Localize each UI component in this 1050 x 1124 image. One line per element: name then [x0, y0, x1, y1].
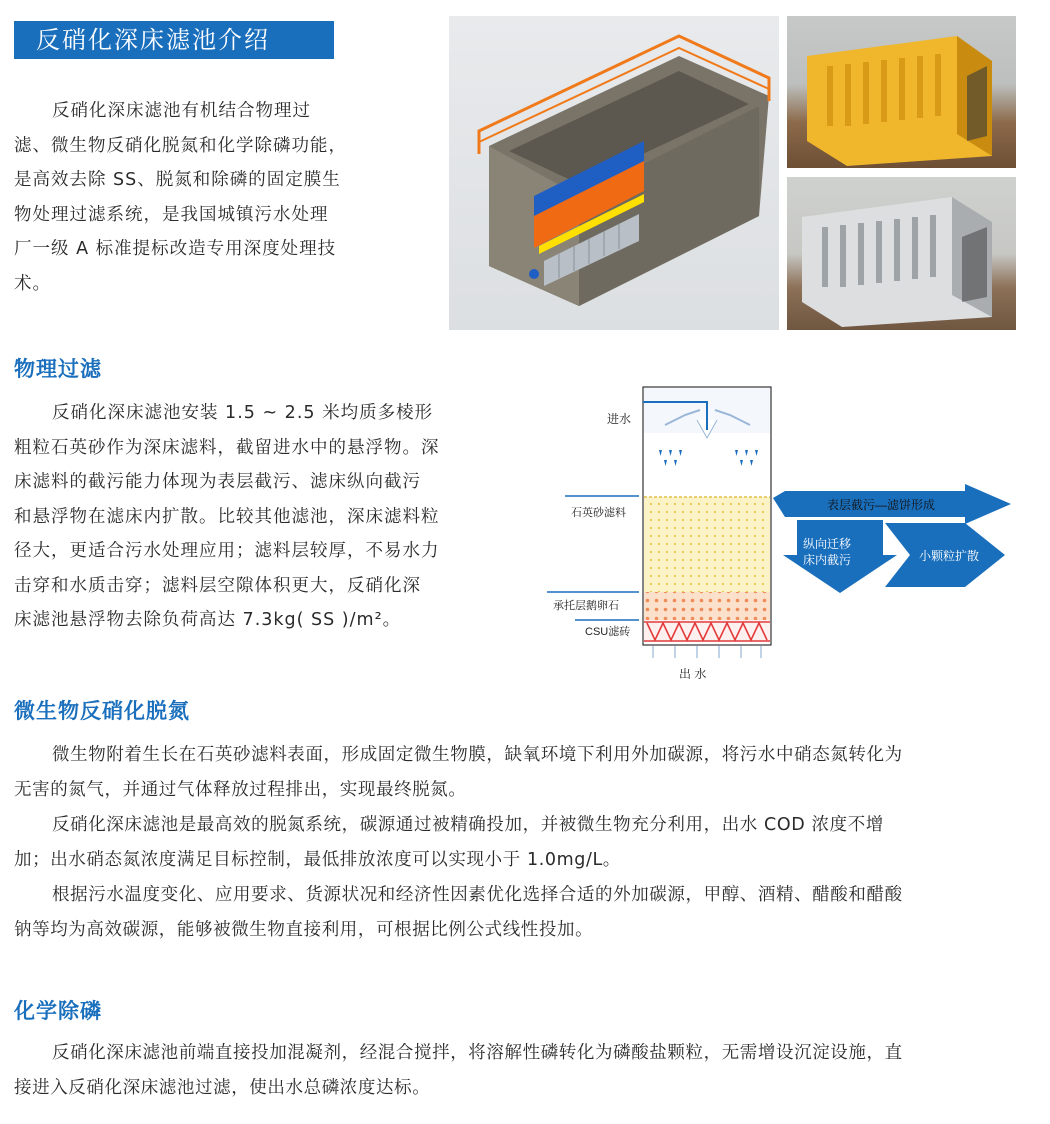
text-line: 床滤料的截污能力体现为表层截污、滤床纵向截污 — [14, 472, 421, 492]
text-line: 滤、微生物反硝化脱氮和化学除磷功能， — [14, 135, 347, 156]
physical-paragraph — [14, 396, 514, 638]
text-line: 术。 — [14, 273, 51, 294]
label-quartz-sand: 石英砂滤料 — [571, 507, 626, 519]
text-line: 径大，更适合污水处理应用；滤料层较厚，不易水力 — [14, 541, 440, 561]
filtration-diagram-svg — [535, 380, 1015, 680]
text-line: 根据污水温度变化、应用要求、货源状况和经济性因素优化选择合适的外加碳源，甲醇、酒精、醋酸和醋酸 — [52, 885, 903, 905]
text-line: 床滤池悬浮物去除负荷高达 7.3kg( SS )/m²。 — [14, 610, 402, 630]
text-line: 厂一级 A 标准提标改造专用深度处理技 — [14, 239, 337, 259]
gravel-layer — [644, 592, 770, 620]
grey-brick-graphic — [787, 177, 1016, 330]
text-line: 钠等均为高效碳源，能够被微生物直接利用，可根据比例公式线性投加。 — [14, 920, 594, 940]
label-csu-brick: CSU滤砖 — [585, 626, 631, 638]
denitrification-paragraphs — [14, 738, 1044, 948]
label-longitudinal-1: 纵向迁移 — [803, 537, 852, 551]
text-line: 反硝化深床滤池前端直接投加混凝剂，经混合搅拌，将溶解性磷转化为磷酸盐颗粒，无需增设沉淀设施，直 — [52, 1043, 903, 1063]
label-surface-interception: 表层截污—滤饼形成 — [827, 498, 936, 512]
outlet-arrows — [653, 646, 761, 658]
text-line: 和悬浮物在滤床内扩散。比较其他滤池，深床滤料粒 — [14, 506, 440, 527]
filtration-diagram — [535, 380, 1015, 680]
label-gravel: 承托层鹅卵石 — [553, 600, 619, 612]
heading-phosphorus-removal: 化学除磷 — [14, 999, 102, 1023]
yellow-filter-brick-photo — [787, 16, 1016, 168]
phosphorus-paragraph — [14, 1036, 1044, 1106]
text-line: 加；出水硝态氮浓度满足目标控制，最低排放浓度可以实现小于 1.0mg/L。 — [14, 850, 621, 870]
grey-filter-brick-photo — [787, 177, 1016, 330]
text-line: 反硝化深床滤池是最高效的脱氮系统，碳源通过被精确投加，并被微生物充分利用，出水 COD 浓度不增 — [52, 815, 884, 835]
text-line: 反硝化深床滤池安装 1.5 ~ 2.5 米均质多棱形 — [52, 403, 434, 423]
text-line: 接进入反硝化深床滤池过滤，使出水总磷浓度达标。 — [14, 1078, 431, 1098]
label-longitudinal-2: 床内截污 — [803, 553, 852, 567]
yellow-brick-graphic — [787, 16, 1016, 168]
heading-physical-filtration: 物理过滤 — [14, 357, 102, 381]
text-line: 粗粒石英砂作为深床滤料，截留进水中的悬浮物。深 — [14, 437, 440, 458]
label-particle-diffusion: 小颗粒扩散 — [919, 549, 980, 563]
text-line: 无害的氮气，并通过气体释放过程排出，实现最终脱氮。 — [14, 780, 467, 800]
text-line: 是高效去除 SS、脱氮和除磷的固定膜生 — [14, 170, 341, 190]
heading-denitrification: 微生物反硝化脱氮 — [14, 699, 190, 723]
pool-cutaway-graphic — [449, 16, 779, 330]
text-line: 击穿和水质击穿；滤料层空隙体积更大，反硝化深 — [14, 575, 421, 596]
filter-pool-illustration — [449, 16, 779, 330]
label-outlet: 出 水 — [679, 667, 707, 680]
quartz-sand-layer — [644, 497, 770, 592]
intro-paragraph — [14, 94, 394, 301]
text-line: 反硝化深床滤池有机结合物理过 — [52, 101, 311, 121]
text-line: 微生物附着生长在石英砂滤料表面，形成固定微生物膜，缺氧环境下利用外加碳源，将污水中硝态氮转化为 — [52, 745, 903, 765]
text-line: 物处理过滤系统，是我国城镇污水处理 — [14, 204, 329, 225]
label-inlet: 进水 — [607, 412, 632, 426]
section-banner: 反硝化深床滤池介绍 — [14, 21, 334, 59]
